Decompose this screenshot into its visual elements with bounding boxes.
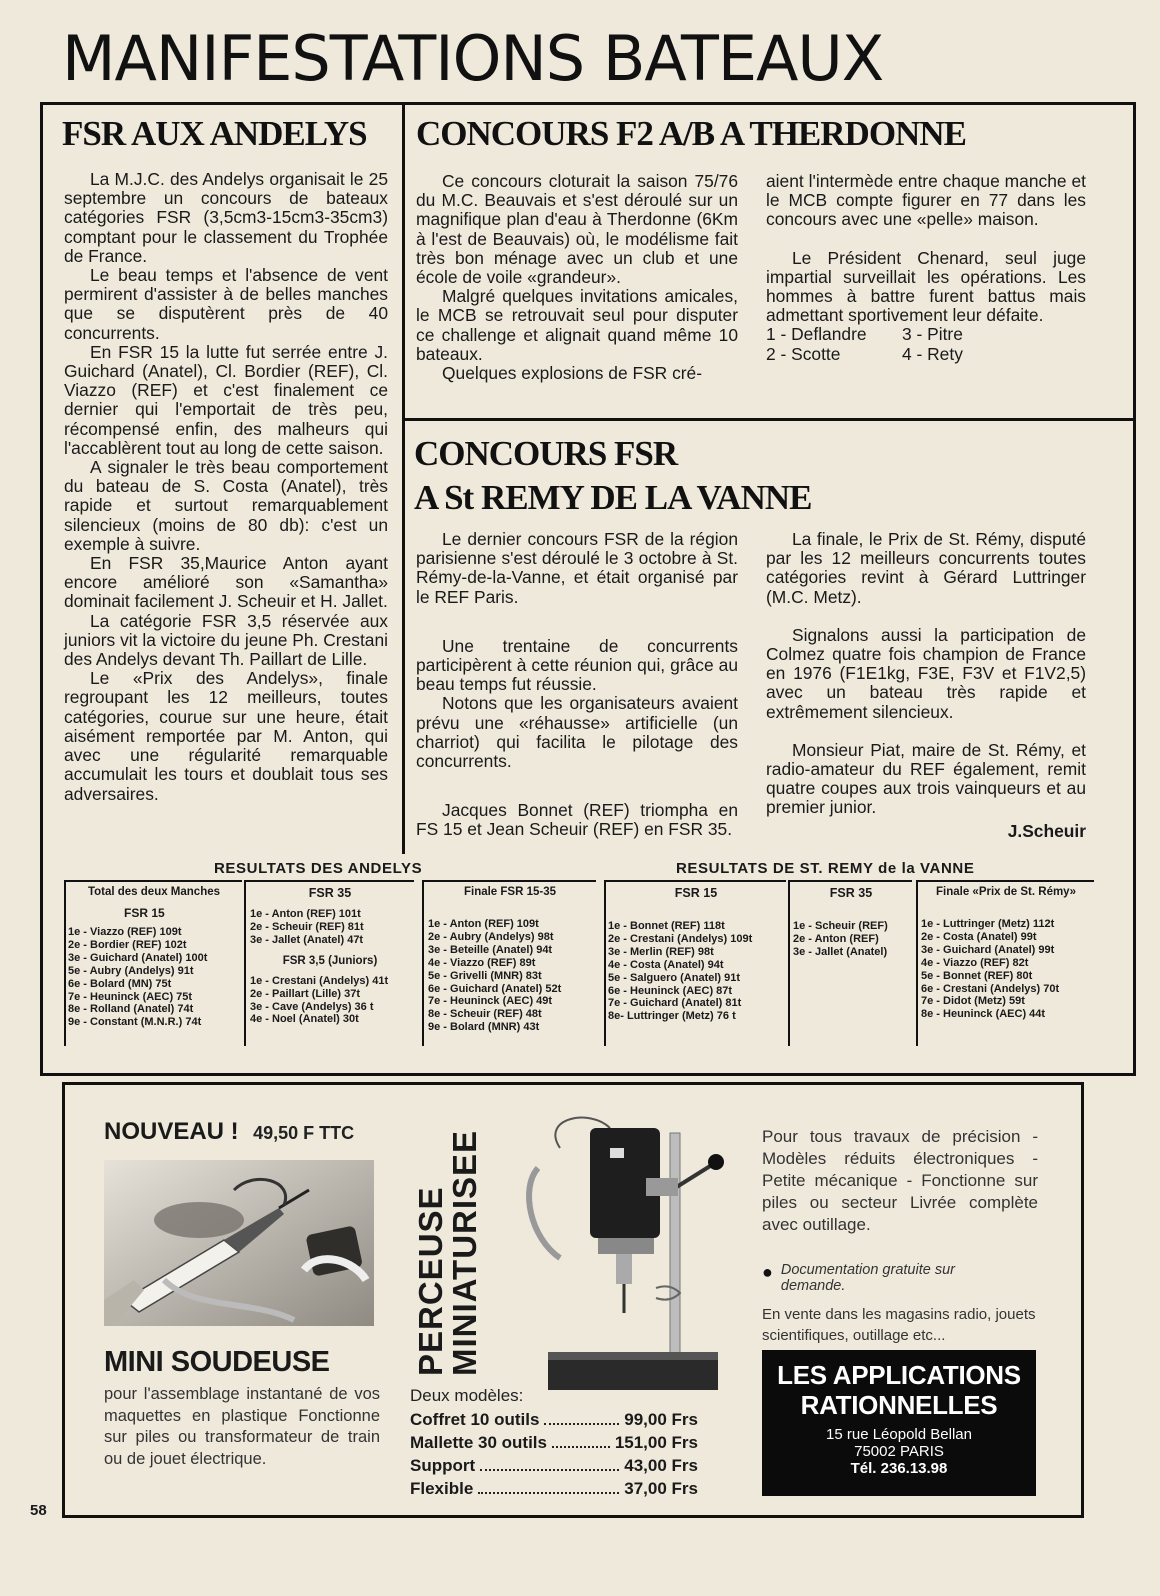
soudeuse-title: MINI SOUDEUSE — [104, 1346, 330, 1378]
price-item: Mallette 30 outils — [410, 1433, 547, 1452]
nouveau-label: NOUVEAU ! — [104, 1118, 239, 1145]
models-label: Deux modèles: — [410, 1386, 524, 1405]
result-line: 2e - Scheuir (REF) 81t — [250, 920, 364, 933]
results-box-header: FSR 35 — [308, 886, 352, 900]
results-andelys-title: RESULTATS DES ANDELYS — [214, 860, 423, 877]
results-box-subheader: FSR 15 — [124, 906, 165, 920]
page-number: 58 — [30, 1502, 47, 1519]
results-box — [604, 880, 786, 1046]
result-line: 2e - Bordier (REF) 102t — [68, 938, 187, 951]
paragraph: Le beau temps et l'absence de vent permirent d'assister à de belles manches que se disputèrent près de 40 concurrents. — [64, 265, 388, 343]
results-box-header: Total des deux Manches — [87, 886, 221, 898]
ranking-entry: 1 - Deflandre — [766, 324, 867, 345]
result-line: 5e - Bonnet (REF) 80t — [921, 969, 1033, 982]
result-line: 4e - Viazzo (REF) 82t — [921, 956, 1029, 969]
paragraph: La catégorie FSR 3,5 réservée aux juniors vit la victoire du jeune Ph. Crestani des Andelys devant Th. Paillart de Lille. — [64, 610, 388, 670]
paragraph: La M.J.C. des Andelys organisait le 25 septembre un concours de bateaux catégories FSR (3,5cm3-15cm3-35cm3) comptant pour le classement du Trophée de France. — [64, 169, 388, 266]
paragraph: Monsieur Piat, maire de St. Rémy, et radio-amateur du REF également, remit quatre coupes aux trois vainqueurs et au premier junior. — [766, 739, 1086, 818]
result-line: 8e - Heuninck (AEC) 44t — [921, 1008, 1046, 1021]
stremy-col2 — [766, 530, 1086, 841]
andelys-article-body — [64, 170, 388, 804]
column-divider — [402, 102, 405, 854]
result-line: 1e - Luttringer (Metz) 112t — [921, 918, 1055, 930]
results-box — [916, 880, 1094, 1046]
price-row — [410, 1454, 698, 1477]
result-line: 5e - Grivelli (MNR) 83t — [428, 969, 542, 982]
result-line: 3e - Jallet (Anatel) — [793, 945, 888, 958]
vente-text: En vente dans les magasins radio, jouets scientifiques, outillage etc... — [762, 1306, 1036, 1344]
results-box — [64, 880, 242, 1046]
result-line: 1e - Bonnet (REF) 118t — [608, 920, 725, 932]
results-list — [918, 918, 1094, 1021]
company-phone: Tél. 236.13.98 — [850, 1460, 948, 1477]
paragraph: A signaler le très beau comportement du bateau de S. Costa (Anatel), très rapide et surtout remarquablement silencieux (moins de 80 db): c'est un exemple à suivre. — [64, 457, 388, 554]
paragraph: Le «Prix des Andelys», finale regroupant les 12 meilleurs, toutes catégories, courue sur une heure, était aisément remportée par M. Anton, qui avec une régularité remarquable accumulait les tours et doublait tous ses adversaires. — [64, 668, 388, 804]
results-list — [424, 918, 596, 1034]
soudeuse-description: pour l'assemblage instantané de vos maquettes en plastique Fonctionne sur piles ou transformateur de train ou de jouet électrique. — [104, 1385, 380, 1468]
therdonne-col2 — [766, 172, 1086, 364]
price-value: 37,00 Frs — [624, 1479, 698, 1498]
result-line: 8e- Luttringer (Metz) 76 t — [608, 1010, 736, 1023]
paragraph: Quelques explosions de FSR cré- — [442, 363, 703, 384]
result-line: 3e - Jallet (Anatel) 47t — [250, 933, 364, 946]
result-line: 2e - Paillart (Lille) 37t — [250, 987, 361, 1000]
result-line: 3e - Cave (Andelys) 36 t — [250, 1000, 374, 1013]
stremy-headline-line1: CONCOURS FSR — [414, 434, 678, 473]
result-line: 7e - Heuninck (AEC) 75t — [68, 990, 193, 1003]
results-list — [790, 920, 912, 959]
result-line: 4e - Viazzo (REF) 89t — [428, 956, 536, 969]
result-line: 8e - Rolland (Anatel) 74t — [68, 1003, 194, 1016]
stremy-col1 — [416, 530, 738, 840]
result-line: 1e - Scheuir (REF) — [793, 920, 888, 932]
results-box — [422, 880, 596, 1046]
results-stremy-title: RESULTATS DE ST. REMY de la VANNE — [676, 860, 975, 877]
result-line: 1e - Viazzo (REF) 109t — [68, 926, 182, 938]
result-line: 1e - Anton (REF) 101t — [250, 908, 361, 920]
ranking-entry: 3 - Pitre — [902, 324, 963, 345]
result-line: 4e - Noel (Anatel) 30t — [250, 1013, 359, 1026]
price-item: Support — [410, 1456, 476, 1475]
therdonne-col1 — [416, 172, 738, 383]
company-block — [762, 1350, 1036, 1496]
result-line: 7e - Didot (Metz) 59t — [921, 995, 1025, 1008]
result-line: 2e - Crestani (Andelys) 109t — [608, 932, 753, 945]
result-line: 6e - Heuninck (AEC) 87t — [608, 984, 733, 997]
result-line: 3e - Guichard (Anatel) 100t — [68, 951, 208, 964]
price-row — [410, 1477, 698, 1500]
results-box-header: Finale FSR 15-35 — [463, 886, 557, 898]
price-value: 151,00 Frs — [614, 1433, 698, 1452]
company-address-line1: 15 rue Léopold Bellan — [826, 1426, 972, 1443]
paragraph: Le Président Chenard, seul juge impartial surveillait les opérations. Les hommes à battre furent battus mais admettant sportivement leur défaite. — [766, 247, 1086, 326]
results-box-header: FSR 35 — [829, 886, 873, 900]
andelys-headline: FSR AUX ANDELYS — [62, 114, 367, 153]
result-line: 2e - Costa (Anatel) 99t — [921, 930, 1037, 943]
company-name-line2: RATIONNELLES — [800, 1390, 998, 1420]
result-line: 2e - Anton (REF) — [793, 932, 879, 945]
company-address-line2: 75002 PARIS — [854, 1443, 944, 1460]
page-title: MANIFESTATIONS BATEAUX — [62, 22, 884, 95]
result-line: 1e - Crestani (Andelys) 41t — [250, 974, 389, 987]
result-line: 1e - Anton (REF) 109t — [428, 918, 539, 930]
results-box-subheader: FSR 3,5 (Juniors) — [282, 954, 378, 967]
paragraph: Notons que les organisateurs avaient prévu une «réhausse» artificielle (un charriot) qui facilita le pilotage des concurrents. — [416, 693, 738, 772]
result-line: 9e - Bolard (MNR) 43t — [428, 1021, 540, 1034]
results-list — [606, 920, 786, 1023]
result-line: 5e - Salguero (Anatel) 91t — [608, 971, 741, 984]
paragraph: Malgré quelques invitations amicales, le MCB se retrouvait seul pour disputer ce challenge et alignait quand même 10 bateaux. — [416, 286, 738, 364]
result-line: 6e - Crestani (Andelys) 70t — [921, 982, 1060, 995]
results-list — [246, 908, 414, 947]
perceuse-title — [414, 1130, 482, 1376]
documentation-note — [762, 1262, 1022, 1294]
ad-nouveau-line — [104, 1118, 354, 1146]
therdonne-headline: CONCOURS F2 A/B A THERDONNE — [416, 114, 966, 153]
results-box-header: FSR 15 — [674, 886, 718, 900]
paragraph: La finale, le Prix de St. Rémy, disputé par les 12 meilleurs concurrents toutes catégories revint à Gérard Luttringer (M.C. Metz). — [766, 529, 1086, 607]
result-line: 9e - Constant (M.N.R.) 74t — [68, 1016, 202, 1029]
price-row — [410, 1408, 698, 1431]
price-row — [410, 1431, 698, 1454]
ranking-row — [766, 345, 1086, 364]
result-line: 4e - Costa (Anatel) 94t — [608, 958, 724, 971]
result-line: 3e - Guichard (Anatel) 99t — [921, 943, 1055, 956]
perceuse-title-line2: MINIATURISEE — [446, 1129, 483, 1376]
result-line: 6e - Guichard (Anatel) 52t — [428, 982, 562, 995]
paragraph: aient l'intermède entre chaque manche et le MCB compte figurer en 77 dans les concours avec une «pelle» maison. — [766, 171, 1086, 230]
result-line: 5e - Aubry (Andelys) 91t — [68, 964, 194, 977]
soudeuse-price: 49,50 F TTC — [253, 1123, 355, 1143]
paragraph: En FSR 35,Maurice Anton ayant encore amélioré son «Samantha» dominait facilement J. Scheuir et H. Jallet. — [64, 553, 388, 612]
result-line: 3e - Beteille (Anatel) 94t — [428, 943, 553, 956]
bullet-icon: ● — [762, 1262, 773, 1282]
ranking-entry: 2 - Scotte — [766, 343, 841, 364]
signature: J.Scheuir — [1007, 820, 1086, 841]
ranking-entry: 4 - Rety — [902, 343, 963, 364]
perceuse-description: Pour tous travaux de précision - Modèles réduits électroniques - Petite mécanique - Fonctionne sur piles ou secteur Livrée complète avec outillage. — [762, 1127, 1038, 1234]
paragraph: Une trentaine de concurrents participèrent à cette réunion qui, grâce au beau temps fut réussie. — [416, 635, 738, 695]
result-line: 3e - Merlin (REF) 98t — [608, 945, 714, 958]
results-list — [246, 975, 414, 1027]
result-line: 2e - Aubry (Andelys) 98t — [428, 930, 554, 943]
company-name-line1: LES APPLICATIONS — [777, 1360, 1021, 1390]
soldering-iron-photo — [104, 1160, 374, 1326]
result-line: 7e - Guichard (Anatel) 81t — [608, 997, 742, 1010]
price-list — [410, 1408, 698, 1500]
ranking-row — [766, 325, 1086, 344]
documentation-text: Documentation gratuite sur demande. — [780, 1262, 955, 1294]
results-box — [788, 880, 912, 1046]
paragraph: Jacques Bonnet (REF) triompha en FS 15 et Jean Scheuir (REF) en FSR 35. — [416, 800, 738, 840]
result-line: 6e - Bolard (MN) 75t — [68, 977, 172, 990]
results-box-header: Finale «Prix de St. Rémy» — [936, 886, 1076, 898]
paragraph: Ce concours cloturait la saison 75/76 du M.C. Beauvais et s'est déroulé sur un magnifique plan d'eau à Therdonne (6Km à l'est de Beauvais) où, le modélisme fait très bon ménage avec un club et une école de voile «grandeur». — [416, 171, 738, 288]
paragraph: Le dernier concours FSR de la région parisienne s'est déroulé le 3 octobre à St. Rémy-de-la-Vanne, et était organisé par le REF Paris. — [416, 529, 738, 607]
stremy-headline-line2: A St REMY DE LA VANNE — [414, 478, 812, 517]
results-box — [244, 880, 414, 1046]
perceuse-title-line1: PERCEUSE — [412, 1186, 449, 1376]
price-value: 43,00 Frs — [624, 1456, 698, 1475]
price-item: Coffret 10 outils — [410, 1410, 540, 1429]
paragraph: En FSR 15 la lutte fut serrée entre J. Guichard (Anatel), Cl. Bordier (REF), Cl. Viazzo (REF) et c'est finalement ce dernier qui l'emportait de très peu, récompensé enfin, des malheurs qui l'accablèrent tout au long de cette saison. — [64, 341, 388, 458]
price-value: 99,00 Frs — [624, 1410, 698, 1429]
result-line: 7e - Heuninck (AEC) 49t — [428, 995, 553, 1008]
section-divider — [402, 418, 1136, 421]
result-line: 8e - Scheuir (REF) 48t — [428, 1008, 542, 1021]
price-item: Flexible — [410, 1479, 474, 1498]
paragraph: Signalons aussi la participation de Colmez quatre fois champion de France en 1976 (F1E1kg, F3E, F3V et F1V2,5) avec un bateau très rapide et extrêmement silencieux. — [766, 624, 1086, 722]
drill-press-photo — [520, 1108, 730, 1394]
results-list — [66, 926, 242, 1029]
